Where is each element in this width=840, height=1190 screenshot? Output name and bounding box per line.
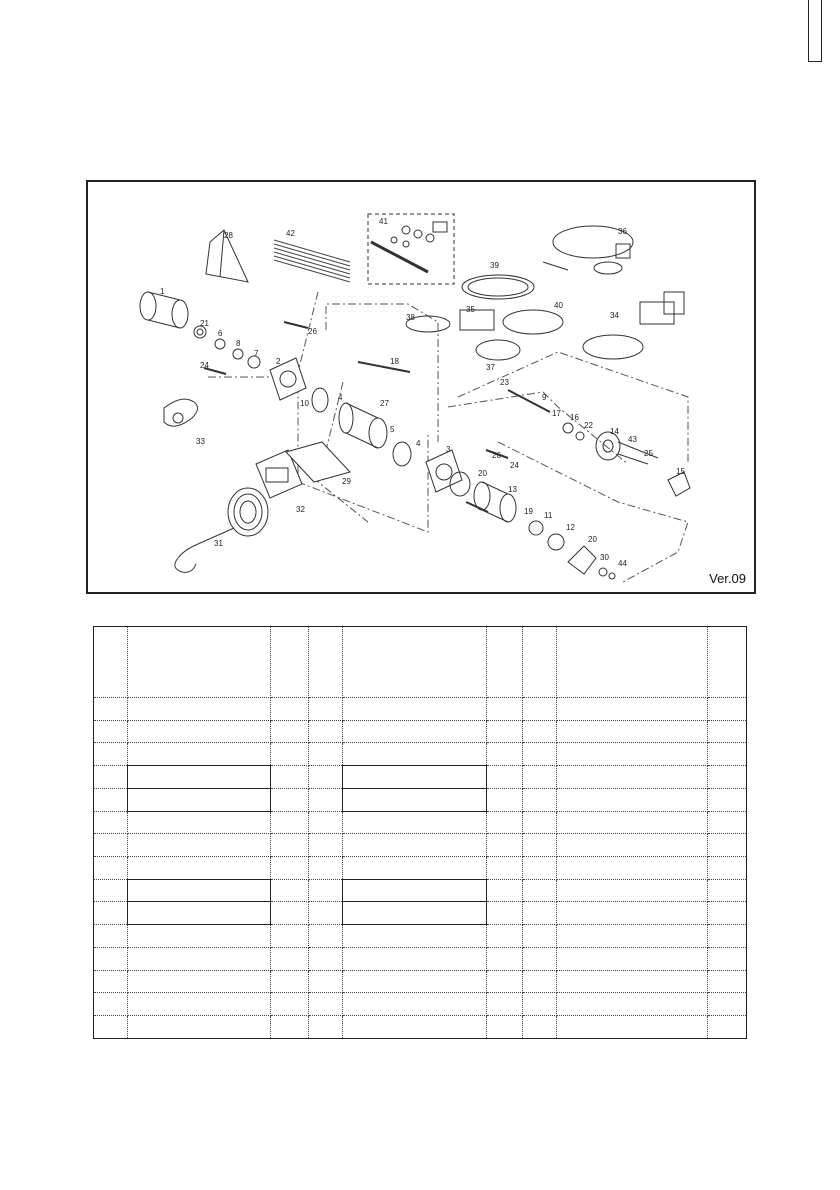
table-cell	[557, 1016, 708, 1039]
wire-rope-31	[175, 488, 268, 572]
table-cell	[309, 993, 343, 1016]
table-cell	[94, 857, 128, 880]
table-row	[94, 766, 747, 789]
table-cell	[94, 766, 128, 789]
table-cell	[708, 811, 747, 834]
callout-label: 12	[566, 523, 575, 532]
callout-label: 1	[160, 287, 165, 296]
table-cell	[271, 788, 309, 811]
table-cell	[309, 1016, 343, 1039]
table-cell	[94, 925, 128, 948]
table-cell	[343, 834, 487, 857]
callout-label: 44	[618, 559, 627, 568]
table-cell	[271, 1016, 309, 1039]
drum-5	[339, 403, 387, 448]
hawse-33	[164, 399, 198, 426]
table-row	[94, 857, 747, 880]
callout-label: 20	[478, 469, 487, 478]
table-cell	[708, 970, 747, 993]
table-cell	[94, 743, 128, 766]
table-header-cell	[487, 627, 523, 698]
table-row	[94, 743, 747, 766]
table-row	[94, 902, 747, 925]
table-cell	[271, 925, 309, 948]
table-cell	[271, 970, 309, 993]
table-cell	[271, 857, 309, 880]
callout-label: 38	[406, 313, 415, 322]
table-cell	[343, 743, 487, 766]
table-cell	[128, 834, 271, 857]
table-cell	[708, 834, 747, 857]
table-header-cell	[557, 627, 708, 698]
gear-cover-14	[596, 432, 620, 460]
table-cell	[343, 1016, 487, 1039]
exploded-parts-diagram	[86, 180, 756, 594]
table-cell	[94, 902, 128, 925]
table-cell	[708, 766, 747, 789]
table-header-row	[94, 627, 747, 698]
table-cell	[487, 788, 523, 811]
table-cell	[271, 947, 309, 970]
table-header-cell	[343, 627, 487, 698]
callout-label: 43	[628, 435, 637, 444]
table-cell	[94, 993, 128, 1016]
table-cell	[343, 947, 487, 970]
table-header-cell	[708, 627, 747, 698]
table-cell	[557, 993, 708, 1016]
table-cell	[271, 879, 309, 902]
table-row	[94, 925, 747, 948]
table-row	[94, 720, 747, 743]
table-cell	[557, 788, 708, 811]
callout-label: 7	[254, 349, 259, 358]
table-row	[94, 834, 747, 857]
table-cell	[708, 947, 747, 970]
callout-label: 10	[300, 399, 309, 408]
table-cell	[128, 720, 271, 743]
table-row	[94, 811, 747, 834]
table-cell	[271, 698, 309, 721]
table-cell	[523, 947, 557, 970]
callout-label: 31	[214, 539, 223, 548]
callout-label: 28	[224, 231, 233, 240]
callout-label: 24	[510, 461, 519, 470]
table-cell	[271, 766, 309, 789]
callout-label: 4	[416, 439, 421, 448]
table-cell	[708, 743, 747, 766]
table-cell	[94, 834, 128, 857]
table-cell	[708, 993, 747, 1016]
callout-label: 20	[588, 535, 597, 544]
callout-label: 40	[554, 301, 563, 310]
table-cell	[523, 1016, 557, 1039]
table-header-cell	[271, 627, 309, 698]
table-cell	[487, 720, 523, 743]
table-cell	[487, 698, 523, 721]
table-cell	[94, 788, 128, 811]
table-cell	[128, 993, 271, 1016]
table-cell	[128, 902, 271, 925]
callout-label: 30	[600, 553, 609, 562]
table-cell	[557, 834, 708, 857]
table-cell	[309, 720, 343, 743]
table-cell	[128, 788, 271, 811]
table-cell	[271, 902, 309, 925]
table-cell	[708, 925, 747, 948]
table-header-cell	[128, 627, 271, 698]
table-cell	[557, 947, 708, 970]
callout-label: 34	[610, 311, 619, 320]
table-cell	[487, 993, 523, 1016]
callout-label: 2	[276, 357, 281, 366]
table-row	[94, 698, 747, 721]
version-label: Ver.09	[709, 571, 746, 586]
callout-label: 36	[618, 227, 627, 236]
table-cell	[128, 879, 271, 902]
callout-label: 9	[542, 393, 547, 402]
table-cell	[128, 811, 271, 834]
callout-label: 26	[308, 327, 317, 336]
table-cell	[309, 879, 343, 902]
table-cell	[94, 698, 128, 721]
table-cell	[343, 720, 487, 743]
table-cell	[94, 970, 128, 993]
table-cell	[309, 834, 343, 857]
table-cell	[523, 743, 557, 766]
callout-label: 32	[296, 505, 305, 514]
callout-label: 14	[610, 427, 619, 436]
callout-label: 13	[508, 485, 517, 494]
table-cell	[343, 698, 487, 721]
table-cell	[487, 902, 523, 925]
table-cell	[343, 857, 487, 880]
table-cell	[708, 902, 747, 925]
table-cell	[271, 720, 309, 743]
table-cell	[487, 925, 523, 948]
table-cell	[487, 1016, 523, 1039]
table-cell	[708, 720, 747, 743]
callout-label: 19	[524, 507, 533, 516]
table-cell	[708, 1016, 747, 1039]
table-cell	[557, 970, 708, 993]
table-cell	[343, 970, 487, 993]
page-corner-mark	[808, 0, 822, 62]
table-cell	[94, 879, 128, 902]
table-cell	[309, 698, 343, 721]
table-cell	[94, 947, 128, 970]
callout-label: 39	[490, 261, 499, 270]
table-cell	[523, 698, 557, 721]
table-cell	[523, 879, 557, 902]
callout-label: 26	[492, 451, 501, 460]
table-cell	[557, 811, 708, 834]
callout-label: 6	[218, 329, 223, 338]
table-cell	[343, 902, 487, 925]
table-row	[94, 970, 747, 993]
callout-label: 3	[446, 445, 451, 454]
table-row	[94, 1016, 747, 1039]
table-cell	[271, 811, 309, 834]
table-cell	[309, 925, 343, 948]
callout-label: 24	[200, 361, 209, 370]
remote-34	[583, 292, 684, 359]
table-header-cell	[523, 627, 557, 698]
diagram-drawing	[88, 182, 754, 592]
table-cell	[309, 947, 343, 970]
table-row	[94, 788, 747, 811]
callout-label: 33	[196, 437, 205, 446]
table-cell	[309, 902, 343, 925]
table-cell	[487, 834, 523, 857]
table-cell	[708, 788, 747, 811]
table-cell	[708, 857, 747, 880]
table-cell	[128, 698, 271, 721]
parts-list-table	[93, 626, 747, 1039]
table-cell	[708, 698, 747, 721]
callout-label: 27	[380, 399, 389, 408]
callout-label: 15	[676, 467, 685, 476]
callout-label: 35	[466, 305, 475, 314]
callout-label: 29	[342, 477, 351, 486]
table-cell	[557, 857, 708, 880]
callout-label: 16	[570, 413, 579, 422]
table-cell	[523, 766, 557, 789]
table-cell	[487, 857, 523, 880]
table-cell	[523, 925, 557, 948]
table-cell	[309, 766, 343, 789]
table-cell	[128, 766, 271, 789]
table-cell	[523, 811, 557, 834]
callout-label: 23	[500, 378, 509, 387]
table-cell	[128, 970, 271, 993]
table-cell	[557, 925, 708, 948]
table-cell	[343, 879, 487, 902]
table-cell	[309, 811, 343, 834]
table-cell	[128, 857, 271, 880]
table-cell	[271, 993, 309, 1016]
table-cell	[128, 1016, 271, 1039]
table-cell	[523, 720, 557, 743]
table-cell	[128, 743, 271, 766]
table-cell	[343, 766, 487, 789]
table-cell	[557, 879, 708, 902]
table-cell	[309, 970, 343, 993]
callout-label: 41	[379, 217, 388, 226]
table-cell	[309, 788, 343, 811]
callout-label: 5	[390, 425, 395, 434]
table-cell	[343, 811, 487, 834]
callout-label: 42	[286, 229, 295, 238]
table-cell	[523, 902, 557, 925]
callout-label: 8	[236, 339, 241, 348]
table-cell	[557, 766, 708, 789]
table-cell	[487, 766, 523, 789]
table-row	[94, 993, 747, 1016]
table-cell	[557, 698, 708, 721]
table-cell	[557, 743, 708, 766]
table-cell	[487, 947, 523, 970]
table-cell	[309, 857, 343, 880]
table-cell	[94, 1016, 128, 1039]
table-cell	[94, 720, 128, 743]
callout-label: 17	[552, 409, 561, 418]
table-cell	[523, 993, 557, 1016]
table-cell	[343, 925, 487, 948]
callout-label: 4	[338, 393, 343, 402]
callout-label: 11	[544, 511, 553, 520]
table-cell	[523, 834, 557, 857]
table-cell	[523, 970, 557, 993]
cable-ties-42	[274, 240, 350, 282]
motor-1	[140, 292, 188, 328]
table-cell	[309, 743, 343, 766]
table-cell	[487, 970, 523, 993]
table-cell	[343, 788, 487, 811]
table-cell	[557, 902, 708, 925]
table-cell	[128, 947, 271, 970]
table-cell	[487, 879, 523, 902]
table-cell	[94, 811, 128, 834]
table-cell	[128, 925, 271, 948]
callout-label: 21	[200, 319, 209, 328]
table-row	[94, 947, 747, 970]
table-cell	[487, 743, 523, 766]
table-cell	[343, 993, 487, 1016]
table-cell	[557, 720, 708, 743]
table-cell	[523, 857, 557, 880]
table-cell	[271, 743, 309, 766]
table-header-cell	[309, 627, 343, 698]
table-header-cell	[94, 627, 128, 698]
table-row	[94, 879, 747, 902]
table-cell	[271, 834, 309, 857]
table-cell	[523, 788, 557, 811]
table-cell	[487, 811, 523, 834]
callout-label: 22	[584, 421, 593, 430]
callout-label: 18	[390, 357, 399, 366]
end-bracket-3	[426, 450, 462, 492]
callout-label: 37	[486, 363, 495, 372]
callout-label: 25	[644, 449, 653, 458]
table-cell	[708, 879, 747, 902]
